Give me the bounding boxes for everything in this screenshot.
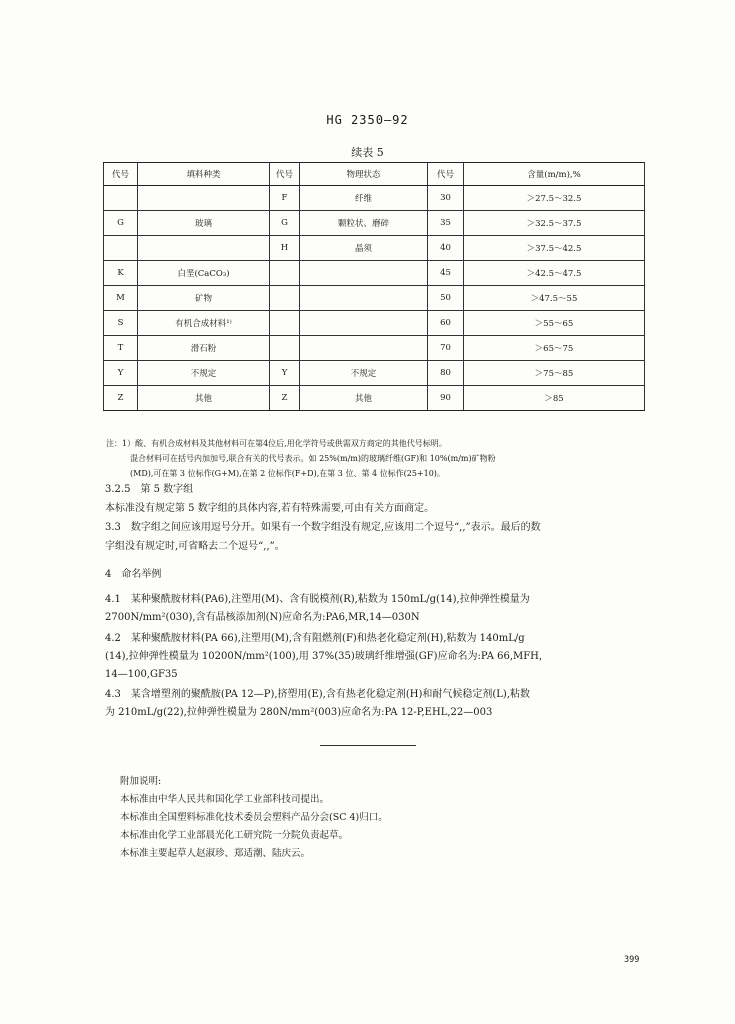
- table-cell: ＞32.5～37.5: [464, 211, 645, 236]
- table-cell: 晶须: [300, 236, 428, 261]
- table-row: [104, 336, 645, 361]
- table-row: [104, 386, 645, 411]
- table-header-row: [104, 163, 645, 186]
- section-text-3-2-5: 本标准没有规定第 5 数字组的具体内容,若有特殊需要,可由有关方面商定。: [105, 503, 435, 514]
- table-cell: Z: [104, 386, 138, 411]
- table-cell: 40: [428, 236, 464, 261]
- table-cell: 30: [428, 186, 464, 211]
- table-row: [104, 286, 645, 311]
- appendix-line: 本标准主要起草人赵淑珍、郑适潮、陆庆云。: [120, 848, 311, 859]
- table-cell: 45: [428, 261, 464, 286]
- table-cell: ＞42.5～47.5: [464, 261, 645, 286]
- table-cell: [138, 186, 270, 211]
- table-cell: 白垩(CaCO₃): [138, 261, 270, 286]
- table-cell: [300, 286, 428, 311]
- table-cell: F: [270, 186, 300, 211]
- standard-number: HG 2350—92: [326, 113, 409, 127]
- example-4-3-line: 4.3 某含增塑剂的聚酰胺(PA 12—P),挤塑用(E),含有热老化稳定剂(H)和耐气候稳定剂(L),粘数: [105, 689, 530, 700]
- page-number: 399: [624, 955, 640, 965]
- table-cell: Z: [270, 386, 300, 411]
- column-header: 物理状态: [300, 163, 428, 186]
- table-cell: 纤维: [300, 186, 428, 211]
- table-cell: G: [270, 211, 300, 236]
- table-cell: 不规定: [300, 361, 428, 386]
- appendix-title: 附加说明:: [120, 776, 162, 787]
- table-cell: ＞55～65: [464, 311, 645, 336]
- table-cell: ＞27.5～32.5: [464, 186, 645, 211]
- table-cell: 有机合成材料¹⁾: [138, 311, 270, 336]
- table-cell: [300, 311, 428, 336]
- table-cell: Y: [270, 361, 300, 386]
- table-cell: M: [104, 286, 138, 311]
- appendix-block: [120, 773, 388, 863]
- table-cell: T: [104, 336, 138, 361]
- table-cell: 35: [428, 211, 464, 236]
- filler-table: [103, 162, 645, 411]
- table-cell: 60: [428, 311, 464, 336]
- table-cell: H: [270, 236, 300, 261]
- example-4-2-line: (14),拉伸弹性模量为 10200N/mm²(100),用 37%(35)玻璃纤维增强(GF)应命名为:PA 66,MFH,: [105, 651, 543, 662]
- appendix-line: 本标准由全国塑料标准化技术委员会塑料产品分会(SC 4)归口。: [120, 812, 388, 823]
- example-4-2-line: 4.2 某种聚酰胺材料(PA 66),注塑用(M),含有阻燃剂(F)和热老化稳定剂(H),粘数为 140mL/g: [105, 633, 525, 644]
- table-row: [104, 311, 645, 336]
- table-cell: 70: [428, 336, 464, 361]
- table-cell: [104, 236, 138, 261]
- appendix-line: 本标准由中华人民共和国化学工业部科技司提出。: [120, 794, 330, 805]
- table-cell: 不规定: [138, 361, 270, 386]
- table-cell: [104, 186, 138, 211]
- table-cell: 其他: [138, 386, 270, 411]
- table-caption: 续表 5: [351, 146, 384, 159]
- column-header: 代号: [104, 163, 138, 186]
- column-header: 填料种类: [138, 163, 270, 186]
- table-cell: [270, 336, 300, 361]
- table-cell: [138, 236, 270, 261]
- section-3-3-line: 3.3 数字组之间应该用逗号分开。如果有一个数字组没有规定,应该用二个逗号“,,”表示。最后的数: [105, 522, 541, 533]
- table-cell: [270, 261, 300, 286]
- table-row: [104, 211, 645, 236]
- table-cell: 80: [428, 361, 464, 386]
- table-cell: 颗粒状、磨碎: [300, 211, 428, 236]
- table-notes: [106, 436, 646, 481]
- table-cell: 50: [428, 286, 464, 311]
- table-cell: 其他: [300, 386, 428, 411]
- table-cell: [300, 336, 428, 361]
- table-cell: [270, 311, 300, 336]
- column-header: 代号: [428, 163, 464, 186]
- table-row: [104, 186, 645, 211]
- table-cell: Y: [104, 361, 138, 386]
- note-line: (MD),可在第 3 位标作(G+M),在第 2 位标作(F+D),在第 3 位、第 4 位标作(25+10)。: [130, 469, 445, 478]
- table-cell: ＞65～75: [464, 336, 645, 361]
- table-cell: S: [104, 311, 138, 336]
- table-row: [104, 361, 645, 386]
- example-4-2-line: 14—100,GF35: [105, 669, 178, 680]
- table-cell: [300, 261, 428, 286]
- table-cell: [270, 286, 300, 311]
- table-cell: G: [104, 211, 138, 236]
- table-row: [104, 236, 645, 261]
- table-cell: 矿物: [138, 286, 270, 311]
- table-cell: ＞47.5～55: [464, 286, 645, 311]
- example-4-1-line: 2700N/mm²(030),含有晶核添加剂(N)应命名为:PA6,MR,14—030N: [105, 612, 420, 623]
- column-header: 含量(m/m),%: [464, 163, 645, 186]
- table-cell: 玻璃: [138, 211, 270, 236]
- table-cell: ＞75～85: [464, 361, 645, 386]
- table-cell: ＞37.5～42.5: [464, 236, 645, 261]
- section-3-3-line: 字组没有规定时,可省略去二个逗号“,,”。: [105, 541, 285, 552]
- example-4-1-line: 4.1 某种聚酰胺材料(PA6),注塑用(M)、含有脱模剂(R),粘数为 150mL/g(14),拉伸弹性模量为: [105, 594, 530, 605]
- section-heading-4: 4 命名举例: [105, 569, 162, 580]
- section-heading-3-2-5: 3.2.5 第 5 数字组: [105, 484, 194, 495]
- column-header: 代号: [270, 163, 300, 186]
- table-cell: 滑石粉: [138, 336, 270, 361]
- table-cell: ＞85: [464, 386, 645, 411]
- table-row: [104, 261, 645, 286]
- note-line: 混合材料可在括号内加加号,联合有关的代号表示。如 25%(m/m)的玻璃纤维(GF)和 10%(m/m)矿物粉: [130, 454, 496, 463]
- example-4-3-line: 为 210mL/g(22),拉伸弹性模量为 280N/mm²(003)应命名为:PA 12-P,EHL,22—003: [105, 707, 493, 718]
- note-line: 注：1）酸、有机合成材料及其他材料可在第4位后,用化学符号或供需双方商定的其他代号标明。: [106, 439, 447, 448]
- appendix-line: 本标准由化学工业部晨光化工研究院一分院负责起草。: [120, 830, 349, 841]
- table-cell: 90: [428, 386, 464, 411]
- divider-rule: [320, 745, 416, 746]
- table-cell: K: [104, 261, 138, 286]
